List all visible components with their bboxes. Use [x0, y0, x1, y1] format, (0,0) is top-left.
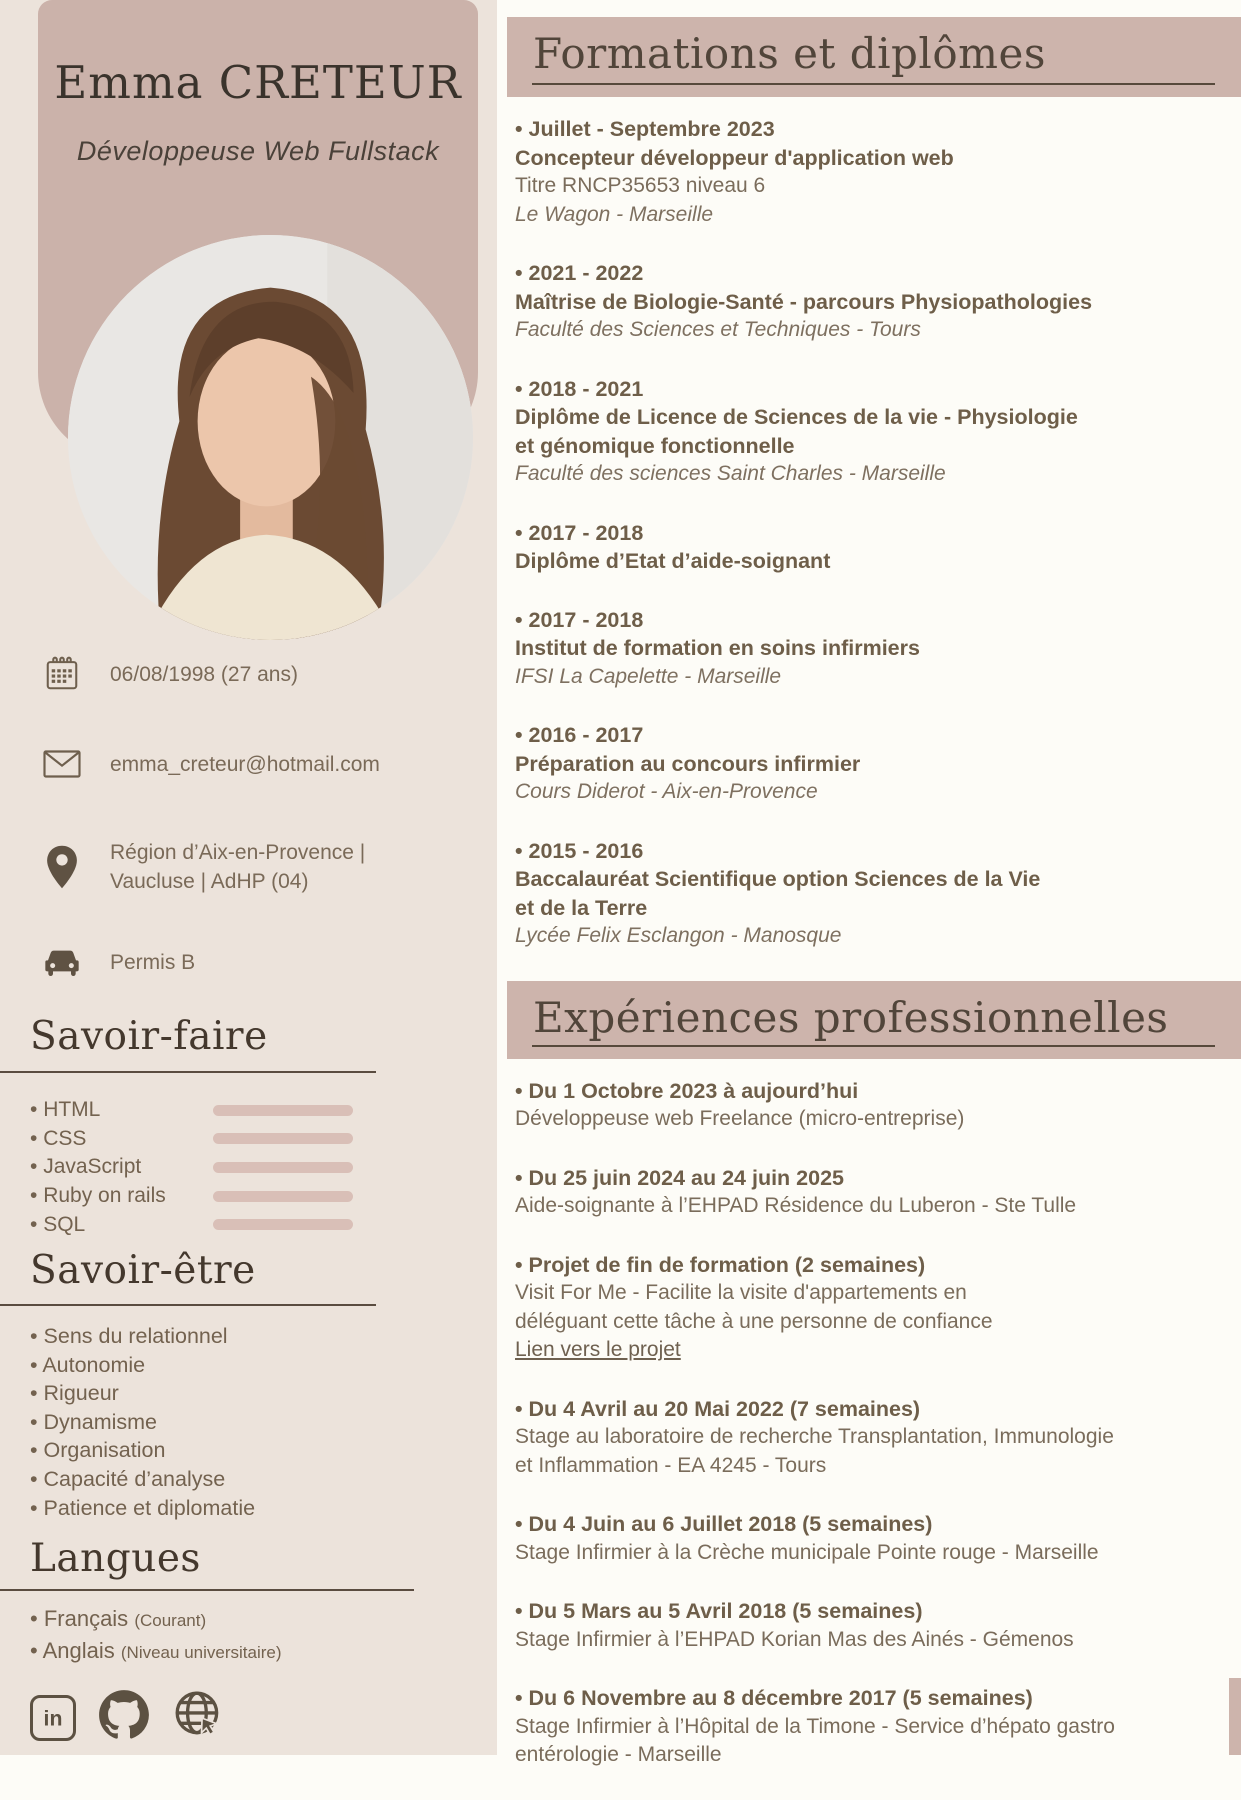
list-item: • Patience et diplomatie — [30, 1494, 255, 1523]
page-edge-accent — [1229, 1678, 1241, 1755]
divider — [0, 1071, 376, 1073]
skill-row — [30, 1182, 460, 1211]
skill-bar — [213, 1219, 353, 1230]
experience-entry — [515, 1597, 1211, 1654]
experience-entry — [515, 1395, 1211, 1481]
contact-row-email — [42, 748, 428, 780]
entry-place: Cours Diderot - Aix-en-Provence — [515, 780, 818, 803]
skill-label: • JavaScript — [30, 1155, 141, 1179]
job-title: Développeuse Web Fullstack — [76, 136, 440, 166]
entry-date: • Du 4 Juin au 6 Juillet 2018 (5 semaines) — [515, 1510, 1211, 1539]
github-icon[interactable] — [98, 1689, 150, 1746]
entry-detail: Titre RNCP35653 niveau 6 — [515, 174, 766, 197]
language-level: (Niveau universitaire) — [120, 1643, 282, 1662]
formation-entry — [515, 721, 1211, 807]
entry-date: • Projet de fin de formation (2 semaines) — [515, 1251, 1211, 1280]
envelope-icon — [42, 748, 82, 780]
entry-date: • Du 1 Octobre 2023 à aujourd’hui — [515, 1077, 1211, 1106]
entry-description: Aide-soignante à l’EHPAD Résidence du Luberon - Ste Tulle — [515, 1194, 1077, 1217]
entry-title: et génomique fonctionnelle — [515, 433, 795, 458]
formation-entry — [515, 115, 1211, 229]
skill-bar — [213, 1105, 353, 1116]
formation-entry — [515, 519, 1211, 576]
entry-date: • 2018 - 2021 — [515, 375, 1211, 404]
entry-description: Stage au laboratoire de recherche Transplantation, Immunologie — [515, 1425, 1114, 1448]
list-item: • Autonomie — [30, 1351, 255, 1380]
skill-label: • CSS — [30, 1127, 86, 1151]
contact-row-driving-licence — [42, 945, 428, 979]
contact-row-birthdate — [42, 655, 428, 693]
entry-date: • Juillet - Septembre 2023 — [515, 115, 1211, 144]
formation-entry — [515, 259, 1211, 345]
skill-bar — [213, 1191, 353, 1202]
entry-date: • Du 5 Mars au 5 Avril 2018 (5 semaines) — [515, 1597, 1211, 1626]
formations-list — [497, 97, 1241, 951]
experience-entry — [515, 1510, 1211, 1567]
entry-place: IFSI La Capelette - Marseille — [515, 664, 782, 688]
skills-list — [30, 1096, 460, 1239]
svg-text:in: in — [43, 1706, 63, 1730]
languages-list — [30, 1604, 282, 1668]
experience-entry — [515, 1251, 1211, 1365]
skill-row — [30, 1125, 460, 1154]
car-icon — [42, 945, 82, 979]
experiences-section-header — [507, 981, 1241, 1059]
divider — [0, 1589, 414, 1591]
driving-licence-text: Permis B — [110, 950, 196, 974]
divider — [0, 1304, 376, 1306]
language-level: (Courant) — [134, 1611, 207, 1630]
social-links — [30, 1688, 226, 1747]
formations-heading: Formations et diplômes — [533, 29, 1046, 78]
entry-place: Lycée Felix Esclangon - Manosque — [515, 924, 842, 947]
email-text: emma_creteur@hotmail.com — [110, 752, 380, 776]
linkedin-icon[interactable] — [30, 1695, 76, 1741]
entry-date: • Du 6 Novembre au 8 décembre 2017 (5 semaines) — [515, 1684, 1211, 1713]
location-pin-icon — [42, 844, 82, 890]
entry-place: Faculté des Sciences et Techniques - Tours — [515, 318, 921, 341]
entry-title: Maîtrise de Biologie-Santé - parcours Physiopathologies — [515, 289, 1093, 314]
entry-title: Préparation au concours infirmier — [515, 751, 861, 776]
calendar-icon — [42, 655, 82, 693]
entry-date: • 2016 - 2017 — [515, 721, 1211, 750]
divider — [532, 1045, 1215, 1047]
birthdate-text: 06/08/1998 (27 ans) — [110, 662, 298, 686]
entry-description: Visit For Me - Facilite la visite d'appartements en — [515, 1281, 967, 1304]
main-content — [497, 0, 1241, 1800]
experiences-list — [497, 1059, 1241, 1770]
skill-bar — [213, 1162, 353, 1173]
experience-entry — [515, 1164, 1211, 1221]
section-heading-savoir-faire: Savoir-faire — [30, 1014, 268, 1059]
entry-place: Faculté des sciences Saint Charles - Marseille — [515, 462, 946, 485]
entry-description: Stage Infirmier à l’EHPAD Korian Mas des Ainés - Gémenos — [515, 1627, 1074, 1651]
divider — [532, 83, 1215, 85]
list-item: • Sens du relationnel — [30, 1322, 255, 1351]
entry-title: Diplôme de Licence de Sciences de la vie - Physiologie — [515, 405, 1078, 429]
list-item: • Organisation — [30, 1436, 255, 1465]
skill-row — [30, 1210, 460, 1239]
list-item: • Anglais (Niveau universitaire) — [30, 1636, 282, 1668]
formations-section-header — [507, 17, 1241, 97]
project-link[interactable]: Lien vers le projet — [515, 1338, 681, 1361]
experience-entry — [515, 1684, 1211, 1770]
skill-label: • Ruby on rails — [30, 1184, 166, 1208]
entry-description: Stage Infirmier à la Crèche municipale Pointe rouge - Marseille — [515, 1540, 1099, 1564]
page-title: Emma CRETEUR — [54, 56, 462, 109]
entry-description: entérologie - Marseille — [515, 1743, 722, 1766]
portrait-illustration — [68, 235, 473, 640]
entry-date: • 2015 - 2016 — [515, 837, 1211, 866]
list-item: • Capacité d’analyse — [30, 1465, 255, 1494]
entry-title: et de la Terre — [515, 895, 648, 920]
section-heading-savoir-etre: Savoir-être — [30, 1248, 256, 1293]
list-item: • Français (Courant) — [30, 1604, 282, 1636]
contact-row-location — [42, 838, 428, 896]
experience-entry — [515, 1077, 1211, 1134]
entry-description: Développeuse web Freelance (micro-entreprise) — [515, 1107, 965, 1130]
formation-entry — [515, 375, 1211, 489]
entry-description: et Inflammation - EA 4245 - Tours — [515, 1453, 827, 1477]
skill-label: • HTML — [30, 1098, 100, 1122]
formation-entry — [515, 606, 1211, 692]
experiences-heading: Expériences professionnelles — [533, 992, 1169, 1042]
skill-row — [30, 1153, 460, 1182]
list-item: • Rigueur — [30, 1379, 255, 1408]
skill-row — [30, 1096, 460, 1125]
entry-place: Le Wagon - Marseille — [515, 202, 714, 226]
entry-date: • 2017 - 2018 — [515, 519, 1211, 548]
formation-entry — [515, 837, 1211, 951]
skill-bar — [213, 1133, 353, 1144]
section-heading-langues: Langues — [30, 1536, 201, 1581]
entry-date: • Du 4 Avril au 20 Mai 2022 (7 semaines) — [515, 1395, 1211, 1424]
entry-date: • Du 25 juin 2024 au 24 juin 2025 — [515, 1164, 1211, 1193]
entry-description: Stage Infirmier à l’Hôpital de la Timone - Service d’hépato gastro — [515, 1714, 1115, 1738]
location-text: Région d’Aix-en-Provence | Vaucluse | AdHP (04) — [110, 841, 366, 893]
skill-label: • SQL — [30, 1213, 85, 1237]
entry-description: déléguant cette tâche à une personne de confiance — [515, 1309, 993, 1333]
profile-photo — [68, 235, 473, 640]
entry-date: • 2017 - 2018 — [515, 606, 1211, 635]
sidebar — [0, 0, 497, 1755]
entry-title: Concepteur développeur d'application web — [515, 145, 954, 170]
entry-date: • 2021 - 2022 — [515, 259, 1211, 288]
soft-skills-list — [30, 1322, 255, 1522]
entry-title: Diplôme d’Etat d’aide-soignant — [515, 549, 831, 573]
list-item: • Dynamisme — [30, 1408, 255, 1437]
entry-title: Institut de formation en soins infirmiers — [515, 636, 920, 660]
entry-title: Baccalauréat Scientifique option Sciences de la Vie — [515, 867, 1041, 891]
website-icon[interactable] — [172, 1688, 226, 1747]
